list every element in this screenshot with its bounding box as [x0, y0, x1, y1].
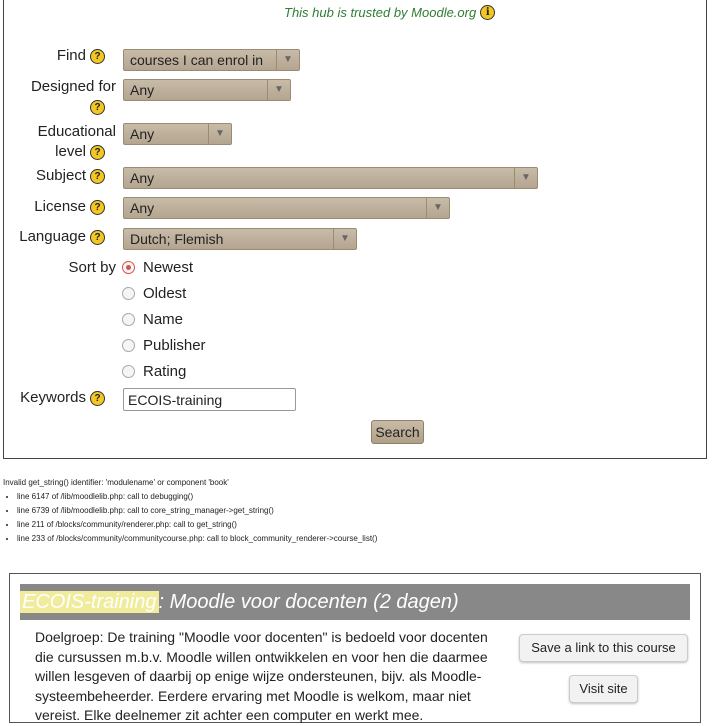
keywords-label: Keywords: [20, 389, 86, 406]
chevron-down-icon: ▼: [267, 80, 290, 100]
subject-help-icon[interactable]: ?: [90, 169, 105, 184]
radio-button[interactable]: [122, 261, 135, 274]
trace-line: • line 211 of /blocks/community/renderer.php: call to get_string(): [17, 518, 377, 532]
educational-level-select[interactable]: [123, 123, 232, 145]
sort-option-newest[interactable]: [122, 259, 193, 276]
designed-for-label: Designed for: [30, 78, 116, 95]
course-title: [20, 584, 690, 620]
educational-level-label-2: level: [55, 143, 86, 160]
debug-output: [3, 476, 377, 546]
license-select[interactable]: [123, 197, 450, 219]
find-select-value: courses I can enrol in: [130, 52, 264, 68]
radio-button[interactable]: [122, 313, 135, 326]
chevron-down-icon: ▼: [208, 124, 231, 144]
subject-select[interactable]: [123, 167, 538, 189]
educational-level-value: Any: [130, 126, 155, 142]
radio-button[interactable]: [122, 365, 135, 378]
license-label: License: [34, 198, 86, 215]
visit-site-button[interactable]: Visit site: [569, 675, 638, 703]
sort-option-label: Name: [143, 311, 184, 328]
radio-button[interactable]: [122, 339, 135, 352]
info-icon[interactable]: i: [480, 5, 495, 20]
designed-for-select[interactable]: [123, 79, 291, 101]
sort-option-rating[interactable]: [122, 363, 186, 380]
trace-line: • line 6739 of /lib/moodlelib.php: call to core_string_manager->get_string(): [17, 504, 377, 518]
sort-option-label: Publisher: [143, 337, 206, 354]
debug-trace: [3, 490, 377, 546]
language-label: Language: [19, 228, 86, 245]
trusted-notice: [284, 5, 495, 20]
course-title-rest: : Moodle voor docenten (2 dagen): [158, 591, 459, 613]
sort-option-oldest[interactable]: [122, 285, 186, 302]
save-link-button[interactable]: Save a link to this course: [519, 634, 688, 662]
trace-line: • line 233 of /blocks/community/communitycourse.php: call to block_community_renderer->course_list(): [17, 532, 377, 546]
trace-line: • line 6147 of /lib/moodlelib.php: call to debugging(): [17, 490, 377, 504]
find-help-icon[interactable]: ?: [90, 49, 105, 64]
keywords-help-icon[interactable]: ?: [90, 391, 105, 406]
sort-option-label: Newest: [143, 259, 194, 276]
search-button[interactable]: Search: [371, 420, 424, 444]
language-help-icon[interactable]: ?: [90, 230, 105, 245]
language-select[interactable]: [123, 228, 357, 250]
sort-option-name[interactable]: [122, 311, 183, 328]
designed-for-help-icon[interactable]: ?: [90, 100, 105, 115]
radio-button[interactable]: [122, 287, 135, 300]
sort-option-label: Rating: [143, 363, 187, 380]
subject-value: Any: [130, 170, 155, 186]
chevron-down-icon: ▼: [276, 50, 299, 70]
course-result: [9, 573, 701, 723]
license-help-icon[interactable]: ?: [90, 200, 105, 215]
subject-label: Subject: [35, 167, 86, 184]
designed-for-value: Any: [130, 82, 155, 98]
sort-option-label: Oldest: [143, 285, 187, 302]
chevron-down-icon: ▼: [426, 198, 449, 218]
educational-level-help-icon[interactable]: ?: [90, 145, 105, 160]
chevron-down-icon: ▼: [514, 168, 537, 188]
keywords-input[interactable]: [123, 388, 296, 411]
sort-option-publisher[interactable]: [122, 337, 206, 354]
debug-message: Invalid get_string() identifier: 'modulename' or component 'book': [3, 478, 229, 487]
language-value: Dutch; Flemish: [130, 231, 224, 247]
sort-by-label: Sort by: [68, 259, 116, 276]
license-value: Any: [130, 200, 155, 216]
course-title-highlight[interactable]: ECOIS-training: [22, 591, 157, 613]
educational-level-label: Educational: [37, 123, 116, 140]
trusted-text: This hub is trusted by Moodle.org: [284, 5, 477, 20]
chevron-down-icon: ▼: [333, 229, 356, 249]
find-label: Find: [56, 47, 86, 64]
course-description: Doelgroep: De training "Moodle voor docenten" is bedoeld voor docenten die cursussen m.b.v. Moodle willen ontwikkelen en voor hen die daarmee willen lesgeven of daarbij op enige wijze ondersteunen, bijv. als Moodle-systeembeheerder. Eerdere ervaring met Moodle is welkom, maar niet vereist. Elke deelnemer zit achter een computer en werkt mee.: [35, 629, 488, 723]
find-select[interactable]: [123, 49, 300, 71]
